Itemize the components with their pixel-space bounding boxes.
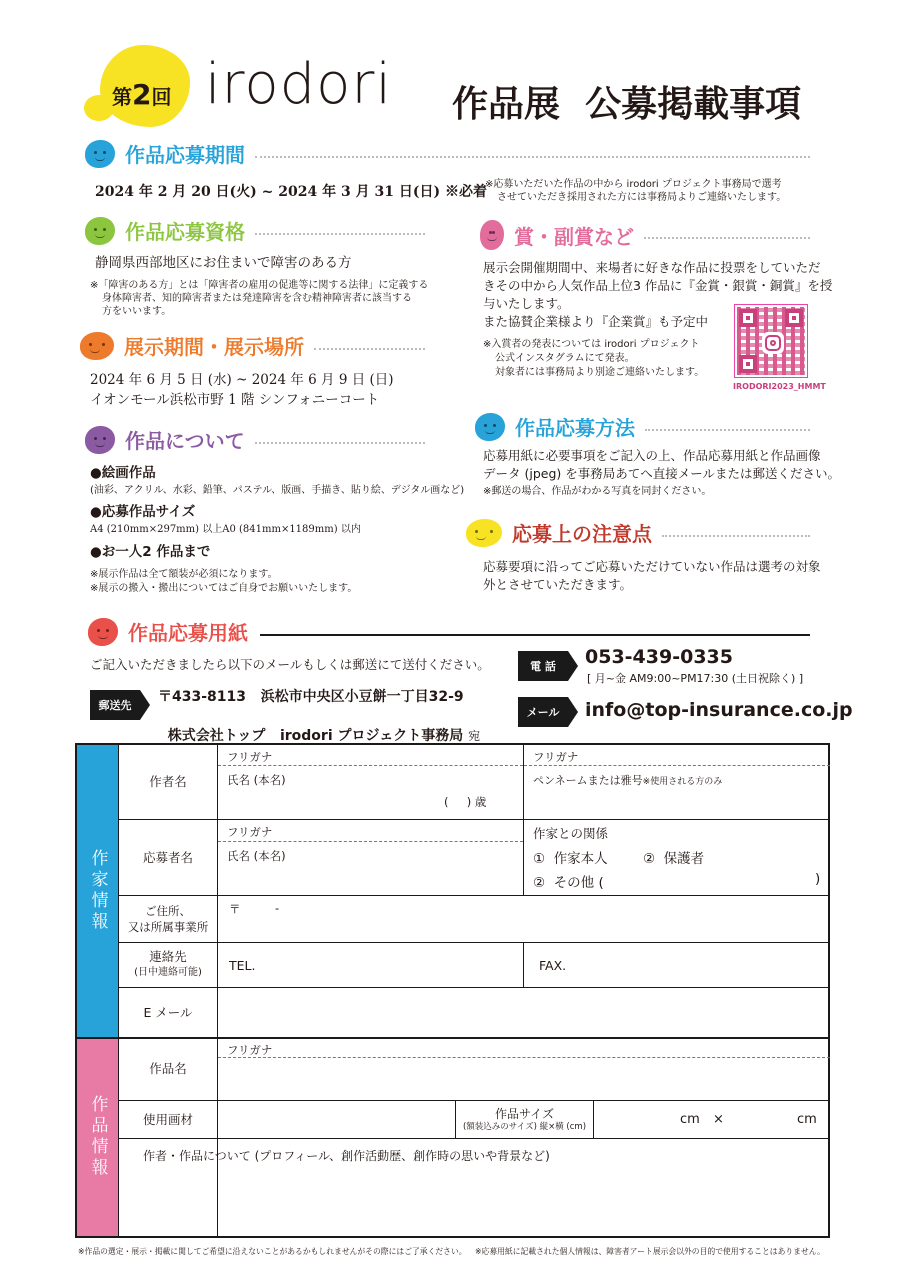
edition-badge: 第2回 bbox=[112, 78, 172, 111]
face-icon bbox=[480, 220, 504, 250]
title-en: irodori bbox=[205, 52, 393, 117]
side-work-info: 作品情報 bbox=[77, 1037, 119, 1236]
about-work-input[interactable] bbox=[119, 1165, 830, 1236]
awards-line1: 展示会開催期間中、来場者に好きな作品に投票をしていただ bbox=[483, 260, 821, 275]
header-blob-small bbox=[84, 95, 114, 121]
size-cm-height: cm bbox=[680, 1112, 700, 1127]
fax-label: FAX. bbox=[539, 958, 567, 973]
name-label: 氏名 (本名) bbox=[227, 773, 286, 787]
section-title: 作品応募資格 bbox=[125, 220, 245, 244]
relation-option-self[interactable]: ① 作家本人 bbox=[533, 851, 608, 867]
section-caution bbox=[466, 518, 810, 547]
author-name-input[interactable] bbox=[218, 766, 523, 819]
about-item1: ●絵画作品 bbox=[90, 465, 156, 481]
email-input[interactable] bbox=[218, 988, 830, 1037]
awards-note1: ※入賞者の発表については irodori プロジェクト bbox=[483, 339, 700, 350]
material-input[interactable] bbox=[218, 1101, 455, 1138]
mail-tag: 郵送先 bbox=[90, 690, 140, 720]
email-tag: メール bbox=[518, 697, 568, 727]
face-icon bbox=[466, 519, 502, 547]
address-input[interactable] bbox=[218, 896, 830, 942]
size-label: 作品サイズ (額装込みのサイズ) 縦×横 (cm) bbox=[462, 1107, 587, 1132]
phone-tag: 電 話 bbox=[518, 651, 568, 681]
footer-note2: ※応募用紙に記載された個人情報は、障害者アート展示会以外の目的で使用することはありません。 bbox=[475, 1247, 825, 1256]
contact-label: 連絡先 (日中連絡可能) bbox=[134, 949, 202, 978]
about-item2-sub: A4 (210mm×297mm) 以上A0 (841mm×1189mm) 以内 bbox=[90, 524, 361, 535]
size-times: × bbox=[713, 1112, 724, 1127]
eligibility-note1: ※「障害のある方」とは「障害者の雇用の促進等に関する法律」に定義する bbox=[90, 280, 429, 291]
caution-line1: 応募要項に沿ってご応募いただけていない作品は選考の対象 bbox=[483, 559, 821, 574]
face-icon bbox=[88, 618, 118, 646]
furigana-label: フリガナ bbox=[227, 1043, 273, 1057]
applicant-label: 応募者名 bbox=[142, 849, 193, 865]
relation-option-other[interactable]: ② その他 ( bbox=[533, 875, 604, 891]
tel-label: TEL. bbox=[229, 958, 256, 973]
section-eligibility bbox=[85, 216, 425, 245]
venue-dates: 2024 年 6 月 5 日 (水) ~ 2024 年 6 月 9 日 (日) bbox=[90, 372, 394, 388]
about-note2: ※展示の搬入・搬出についてはご自身でお願いいたします。 bbox=[90, 583, 358, 594]
section-period bbox=[85, 139, 810, 168]
about-work-label: 作者・作品について (プロフィール、創作活動歴、創作時の思いや背景など) bbox=[143, 1149, 550, 1163]
awards-note2: 公式インスタグラムにて発表。 bbox=[495, 353, 635, 364]
mail-address-line2: 株式会社トップ irodori プロジェクト事務局 宛 bbox=[167, 728, 481, 744]
applicant-name-input[interactable] bbox=[218, 842, 523, 895]
footer-note1: ※作品の選定・展示・掲載に関してご希望に沿えないことがあるかもしれませんがその際にはご了承ください。 bbox=[78, 1247, 467, 1256]
furigana-label: フリガナ bbox=[227, 750, 273, 764]
phone-number[interactable]: 053-439-0335 bbox=[585, 646, 733, 668]
period-date: 2024 年 2 月 20 日(火) ~ 2024 年 3 月 31 日(日) ※必着 bbox=[95, 184, 487, 200]
selection-note1: ※応募いただいた作品の中から irodori プロジェクト事務局で選考 bbox=[485, 179, 782, 190]
eligibility-note3: 方をいいます。 bbox=[102, 306, 172, 317]
awards-note3: 対象者には事務局より別途ご連絡いたします。 bbox=[495, 367, 705, 378]
phone-hours: [ 月~金 AM9:00~PM17:30 (土日祝除く) ] bbox=[587, 672, 804, 685]
author-label: 作者名 bbox=[149, 774, 187, 789]
section-venue bbox=[80, 331, 425, 360]
side-artist-info: 作家情報 bbox=[77, 745, 119, 1037]
size-cm-width: cm bbox=[797, 1112, 817, 1127]
penname-label: ペンネームまたは雅号※使用される方のみ bbox=[533, 774, 723, 787]
face-icon bbox=[85, 140, 115, 168]
eligibility-main: 静岡県西部地区にお住まいで障害のある方 bbox=[95, 255, 352, 271]
instagram-qr-code[interactable] bbox=[735, 305, 807, 377]
about-item2: ●応募作品サイズ bbox=[90, 504, 196, 520]
contact-instruction: ご記入いただきましたら以下のメールもしくは郵送にて送付ください。 bbox=[90, 657, 490, 672]
face-icon bbox=[85, 217, 115, 245]
penname-input[interactable] bbox=[524, 766, 830, 819]
section-method bbox=[475, 412, 810, 441]
eligibility-note2: 身体障害者、知的障害者または発達障害を含む精神障害者に該当する bbox=[102, 293, 412, 304]
section-title: 作品応募用紙 bbox=[128, 621, 248, 645]
method-line2: データ (jpeg) を事務局あてへ直接メールまたは郵送ください。 bbox=[483, 466, 840, 481]
face-icon bbox=[475, 413, 505, 441]
title-jp: 作品展 公募掲載事項 bbox=[452, 84, 802, 125]
face-icon bbox=[80, 332, 114, 360]
address-label: ご住所、 又は所属事業所 bbox=[127, 904, 209, 934]
caution-line2: 外とさせていただきます。 bbox=[483, 577, 633, 592]
section-form bbox=[88, 617, 810, 646]
postal-mark: 〒 bbox=[229, 902, 241, 916]
section-title: 展示期間・展示場所 bbox=[124, 335, 304, 359]
furigana-label: フリガナ bbox=[227, 825, 273, 839]
face-icon bbox=[85, 426, 115, 454]
age-suffix: ( ) 歳 bbox=[444, 795, 487, 809]
section-title: 作品について bbox=[125, 429, 245, 453]
section-about bbox=[85, 425, 425, 454]
instagram-icon bbox=[762, 332, 784, 354]
qr-caption: IRODORI2023_HMMT bbox=[733, 382, 826, 391]
section-title: 応募上の注意点 bbox=[512, 522, 652, 546]
application-form bbox=[75, 743, 830, 1238]
relation-other-close: ) bbox=[815, 871, 821, 887]
section-awards bbox=[480, 220, 810, 250]
tel-input[interactable] bbox=[267, 943, 522, 987]
size-input[interactable] bbox=[594, 1101, 830, 1138]
section-title: 賞・副賞など bbox=[514, 224, 634, 249]
about-item1-sub: (油彩、アクリル、水彩、鉛筆、パステル、版画、手描き、貼り絵、デジタル画など) bbox=[90, 485, 465, 496]
venue-place: イオンモール浜松市野 1 階 シンフォニーコート bbox=[90, 392, 380, 408]
method-note: ※郵送の場合、作品がわかる写真を同封ください。 bbox=[483, 486, 712, 497]
email-address[interactable]: info@top-insurance.co.jp bbox=[585, 699, 853, 721]
section-title: 作品応募方法 bbox=[515, 416, 635, 440]
awards-line3: 与いたします。 bbox=[483, 296, 570, 311]
name-label: 氏名 (本名) bbox=[227, 849, 286, 863]
work-title-label: 作品名 bbox=[149, 1061, 187, 1076]
awards-line2: きその中から人気作品上位3 作品に『金賞・銀賞・銅賞』を授 bbox=[483, 278, 833, 293]
relation-option-guardian[interactable]: ② 保護者 bbox=[643, 851, 705, 867]
mail-address-line1: 〒433-8113 浜松市中央区小豆餅一丁目32-9 bbox=[158, 689, 464, 705]
awards-line4: また協賛企業様より『企業賞』も予定中 bbox=[483, 314, 709, 329]
selection-note2: させていただき採用された方には事務局よりご連絡いたします。 bbox=[497, 192, 787, 203]
fax-input[interactable] bbox=[577, 943, 829, 987]
material-label: 使用画材 bbox=[142, 1111, 193, 1127]
relation-label: 作家との関係 bbox=[533, 826, 609, 841]
about-item3: ●お一人2 作品まで bbox=[90, 544, 211, 560]
method-line1: 応募用紙に必要事項をご記入の上、作品応募用紙と作品画像 bbox=[483, 448, 821, 463]
email-label: E メール bbox=[143, 1004, 193, 1020]
work-title-input[interactable] bbox=[218, 1058, 830, 1100]
furigana-label: フリガナ bbox=[533, 750, 579, 764]
postal-dash: - bbox=[275, 901, 280, 915]
about-note1: ※展示作品は全て額装が必須になります。 bbox=[90, 569, 278, 580]
section-title: 作品応募期間 bbox=[125, 143, 245, 167]
